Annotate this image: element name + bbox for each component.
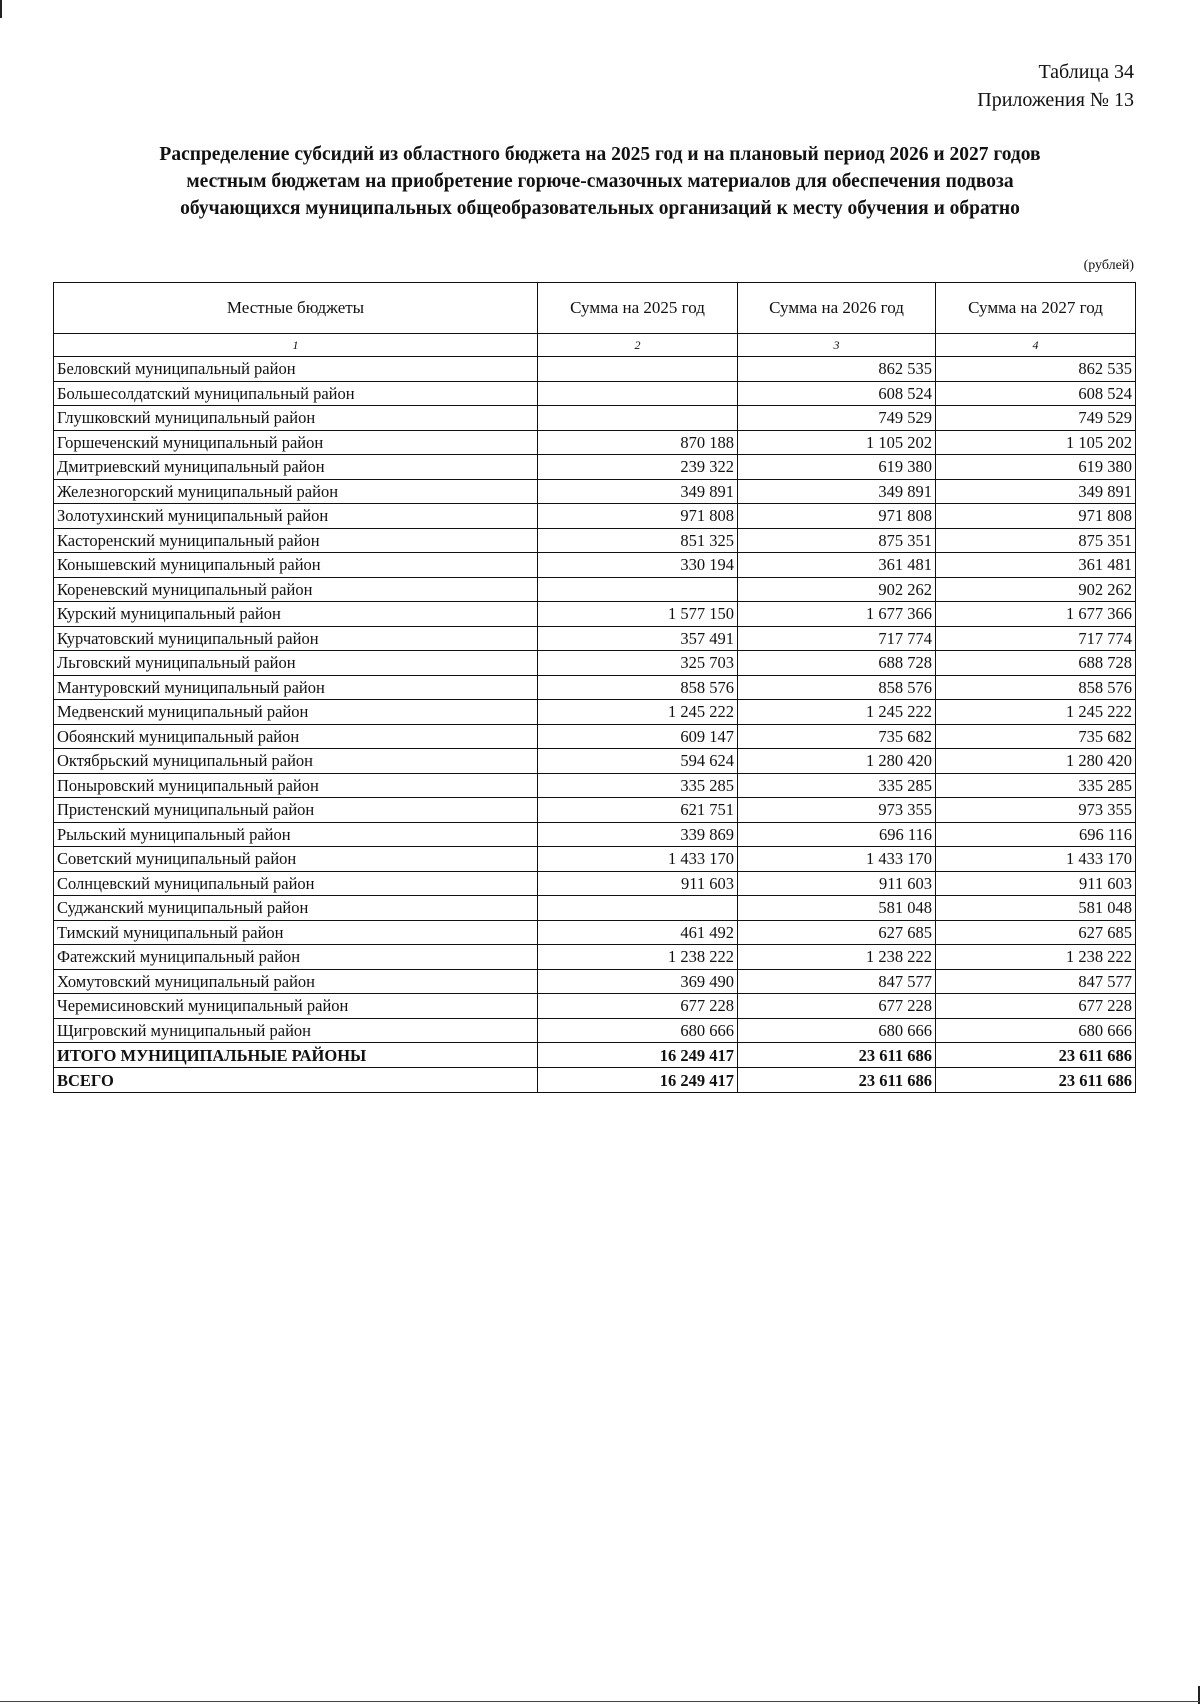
amount-cell (538, 406, 738, 431)
column-number: 3 (738, 334, 936, 357)
table-row (54, 430, 1136, 455)
amount-cell: 749 529 (738, 406, 936, 431)
district-name-cell: Горшеченский муниципальный район (54, 430, 538, 455)
amount-cell (538, 381, 738, 406)
district-name-cell: Октябрьский муниципальный район (54, 749, 538, 774)
column-header: Сумма на 2027 год (936, 283, 1136, 334)
district-name-cell: Курчатовский муниципальный район (54, 626, 538, 651)
amount-cell: 973 355 (738, 798, 936, 823)
amount-cell: 862 535 (936, 357, 1136, 382)
amount-cell: 696 116 (936, 822, 1136, 847)
table-row (54, 553, 1136, 578)
table-row (54, 896, 1136, 921)
table-row (54, 920, 1136, 945)
district-name-cell: Пристенский муниципальный район (54, 798, 538, 823)
amount-cell: 911 603 (738, 871, 936, 896)
amount-cell: 627 685 (936, 920, 1136, 945)
amount-cell: 609 147 (538, 724, 738, 749)
amount-cell: 911 603 (936, 871, 1136, 896)
amount-cell: 973 355 (936, 798, 1136, 823)
table-row (54, 504, 1136, 529)
district-name-cell: Большесолдатский муниципальный район (54, 381, 538, 406)
amount-cell: 1 245 222 (538, 700, 738, 725)
district-name-cell: Фатежский муниципальный район (54, 945, 538, 970)
amount-cell: 349 891 (936, 479, 1136, 504)
appendix-number: Приложения № 13 (977, 89, 1134, 111)
column-number: 4 (936, 334, 1136, 357)
amount-cell: 581 048 (936, 896, 1136, 921)
amount-cell: 858 576 (936, 675, 1136, 700)
table-row (54, 626, 1136, 651)
amount-cell: 858 576 (738, 675, 936, 700)
total-row (54, 1068, 1136, 1093)
table-row (54, 773, 1136, 798)
amount-cell: 1 280 420 (738, 749, 936, 774)
district-name-cell: Поныровский муниципальный район (54, 773, 538, 798)
column-header: Сумма на 2026 год (738, 283, 936, 334)
amount-cell: 1 238 222 (936, 945, 1136, 970)
district-name-cell: Тимский муниципальный район (54, 920, 538, 945)
amount-cell (538, 577, 738, 602)
district-name-cell: Золотухинский муниципальный район (54, 504, 538, 529)
amount-cell: 875 351 (738, 528, 936, 553)
document-title (60, 141, 1140, 222)
amount-cell: 325 703 (538, 651, 738, 676)
amount-cell: 680 666 (936, 1018, 1136, 1043)
amount-cell: 1 245 222 (936, 700, 1136, 725)
amount-cell: 677 228 (738, 994, 936, 1019)
amount-cell: 349 891 (538, 479, 738, 504)
amount-cell: 1 677 366 (738, 602, 936, 627)
units-label: (рублей) (1083, 258, 1134, 273)
district-name-cell: Суджанский муниципальный район (54, 896, 538, 921)
amount-cell: 680 666 (538, 1018, 738, 1043)
amount-cell: 847 577 (936, 969, 1136, 994)
district-name-cell: Медвенский муниципальный район (54, 700, 538, 725)
table-row (54, 357, 1136, 382)
table-row (54, 1018, 1136, 1043)
amount-cell: 581 048 (738, 896, 936, 921)
amount-cell: 361 481 (738, 553, 936, 578)
district-name-cell: Глушковский муниципальный район (54, 406, 538, 431)
district-name-cell: Курский муниципальный район (54, 602, 538, 627)
amount-cell: 688 728 (738, 651, 936, 676)
title-line: обучающихся муниципальных общеобразовательных организаций к месту обучения и обратно (180, 198, 1020, 219)
total-row (54, 1043, 1136, 1068)
amount-cell: 911 603 (538, 871, 738, 896)
district-name-cell: Мантуровский муниципальный район (54, 675, 538, 700)
table-row (54, 381, 1136, 406)
amount-cell: 688 728 (936, 651, 1136, 676)
amount-cell: 1 577 150 (538, 602, 738, 627)
amount-cell: 749 529 (936, 406, 1136, 431)
table-row (54, 969, 1136, 994)
table-row (54, 455, 1136, 480)
table-row (54, 602, 1136, 627)
district-name-cell: Щигровский муниципальный район (54, 1018, 538, 1043)
amount-cell: 717 774 (738, 626, 936, 651)
amount-cell: 357 491 (538, 626, 738, 651)
amount-cell (538, 357, 738, 382)
amount-cell: 16 249 417 (538, 1043, 738, 1068)
amount-cell: 608 524 (936, 381, 1136, 406)
amount-cell: 369 490 (538, 969, 738, 994)
table-row (54, 528, 1136, 553)
amount-cell: 851 325 (538, 528, 738, 553)
amount-cell: 696 116 (738, 822, 936, 847)
amount-cell: 862 535 (738, 357, 936, 382)
amount-cell: 627 685 (738, 920, 936, 945)
amount-cell: 1 677 366 (936, 602, 1136, 627)
amount-cell (538, 896, 738, 921)
table-row (54, 479, 1136, 504)
district-name-cell: Льговский муниципальный район (54, 651, 538, 676)
subsidy-table (53, 282, 1136, 1093)
table-number: Таблица 34 (1038, 61, 1134, 83)
table-row (54, 945, 1136, 970)
amount-cell: 971 808 (538, 504, 738, 529)
district-name-cell: Конышевский муниципальный район (54, 553, 538, 578)
table-row (54, 577, 1136, 602)
table-row (54, 749, 1136, 774)
amount-cell: 1 433 170 (936, 847, 1136, 872)
district-name-cell: Железногорский муниципальный район (54, 479, 538, 504)
amount-cell: 1 433 170 (738, 847, 936, 872)
amount-cell: 902 262 (738, 577, 936, 602)
amount-cell: 619 380 (936, 455, 1136, 480)
amount-cell: 717 774 (936, 626, 1136, 651)
table-row (54, 675, 1136, 700)
table-row (54, 798, 1136, 823)
amount-cell: 847 577 (738, 969, 936, 994)
amount-cell: 858 576 (538, 675, 738, 700)
column-header: Сумма на 2025 год (538, 283, 738, 334)
amount-cell: 677 228 (936, 994, 1136, 1019)
table-row (54, 724, 1136, 749)
district-name-cell: Кореневский муниципальный район (54, 577, 538, 602)
district-name-cell: ИТОГО МУНИЦИПАЛЬНЫЕ РАЙОНЫ (54, 1043, 538, 1068)
amount-cell: 902 262 (936, 577, 1136, 602)
amount-cell: 361 481 (936, 553, 1136, 578)
table-header-row (54, 283, 1136, 334)
amount-cell: 677 228 (538, 994, 738, 1019)
table-body (54, 357, 1136, 1093)
table-row (54, 406, 1136, 431)
amount-cell: 335 285 (538, 773, 738, 798)
amount-cell: 349 891 (738, 479, 936, 504)
amount-cell: 621 751 (538, 798, 738, 823)
district-name-cell: Беловский муниципальный район (54, 357, 538, 382)
amount-cell: 608 524 (738, 381, 936, 406)
amount-cell: 1 280 420 (936, 749, 1136, 774)
amount-cell: 735 682 (936, 724, 1136, 749)
amount-cell: 1 238 222 (538, 945, 738, 970)
title-line: местным бюджетам на приобретение горюче-смазочных материалов для обеспечения подвоза (186, 171, 1014, 192)
amount-cell: 1 105 202 (936, 430, 1136, 455)
amount-cell: 680 666 (738, 1018, 936, 1043)
amount-cell: 339 869 (538, 822, 738, 847)
table-row (54, 700, 1136, 725)
district-name-cell: Черемисиновский муниципальный район (54, 994, 538, 1019)
amount-cell: 594 624 (538, 749, 738, 774)
amount-cell: 971 808 (936, 504, 1136, 529)
amount-cell: 461 492 (538, 920, 738, 945)
district-name-cell: Дмитриевский муниципальный район (54, 455, 538, 480)
table-row (54, 994, 1136, 1019)
district-name-cell: Солнцевский муниципальный район (54, 871, 538, 896)
district-name-cell: Обоянский муниципальный район (54, 724, 538, 749)
amount-cell: 16 249 417 (538, 1068, 738, 1093)
amount-cell: 619 380 (738, 455, 936, 480)
amount-cell: 1 433 170 (538, 847, 738, 872)
table-row (54, 847, 1136, 872)
scan-edge-line (0, 1701, 1200, 1702)
column-header: Местные бюджеты (54, 283, 538, 334)
amount-cell: 23 611 686 (936, 1043, 1136, 1068)
amount-cell: 1 245 222 (738, 700, 936, 725)
column-number-row (54, 334, 1136, 357)
district-name-cell: Касторенский муниципальный район (54, 528, 538, 553)
amount-cell: 735 682 (738, 724, 936, 749)
amount-cell: 870 188 (538, 430, 738, 455)
amount-cell: 335 285 (936, 773, 1136, 798)
amount-cell: 875 351 (936, 528, 1136, 553)
amount-cell: 23 611 686 (738, 1068, 936, 1093)
amount-cell: 971 808 (738, 504, 936, 529)
amount-cell: 239 322 (538, 455, 738, 480)
amount-cell: 335 285 (738, 773, 936, 798)
table-row (54, 871, 1136, 896)
district-name-cell: Рыльский муниципальный район (54, 822, 538, 847)
table-row (54, 651, 1136, 676)
district-name-cell: ВСЕГО (54, 1068, 538, 1093)
amount-cell: 23 611 686 (936, 1068, 1136, 1093)
district-name-cell: Советский муниципальный район (54, 847, 538, 872)
amount-cell: 1 105 202 (738, 430, 936, 455)
amount-cell: 23 611 686 (738, 1043, 936, 1068)
district-name-cell: Хомутовский муниципальный район (54, 969, 538, 994)
title-line: Распределение субсидий из областного бюджета на 2025 год и на плановый период 2026 и 2027 годов (159, 144, 1041, 165)
amount-cell: 1 238 222 (738, 945, 936, 970)
amount-cell: 330 194 (538, 553, 738, 578)
column-number: 2 (538, 334, 738, 357)
scan-corner-mark (0, 0, 2, 18)
column-number: 1 (54, 334, 538, 357)
table-row (54, 822, 1136, 847)
table-reference (977, 58, 1134, 114)
